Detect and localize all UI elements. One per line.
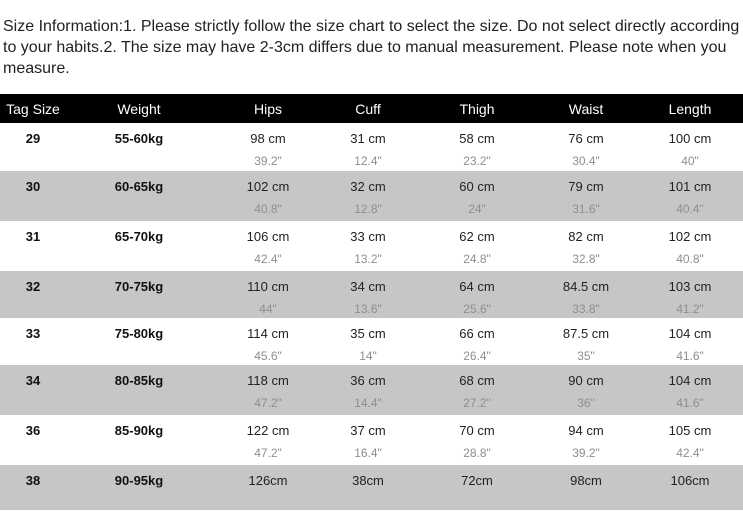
- waist-cm-cell: 94 cm: [568, 423, 604, 438]
- weight-cell: 80-85kg: [114, 373, 164, 388]
- waist-inch-cell: 36": [577, 396, 595, 410]
- length-inch-cell: 40": [681, 154, 699, 168]
- length-cm-cell: 106cm: [670, 473, 710, 488]
- size-information-text: Size Information:1. Please strictly follow the size chart to select the size. Do not select directly according to your habits.2. The size may have 2-3cm differs due to manual measurement. Please note when you measure.: [3, 18, 740, 77]
- length-cm-cell: 103 cm: [668, 279, 712, 294]
- thigh-inch-cell: 24.8": [463, 252, 491, 266]
- weight-cell: 60-65kg: [114, 179, 164, 194]
- thigh-inch-cell: 23.2": [463, 154, 491, 168]
- length-cm-cell: 104 cm: [668, 326, 712, 341]
- header-waist: Waist: [568, 101, 604, 117]
- cuff-cm-cell: 37 cm: [350, 423, 386, 438]
- waist-inch-cell: 35": [577, 349, 595, 363]
- table-row: [0, 123, 743, 171]
- table-row: [0, 318, 743, 365]
- thigh-cm-cell: 60 cm: [459, 179, 495, 194]
- length-cm-cell: 100 cm: [668, 131, 712, 146]
- cuff-inch-cell: 13.2": [354, 252, 382, 266]
- cuff-cm-cell: 33 cm: [350, 229, 386, 244]
- length-inch-cell: 41.6": [676, 396, 704, 410]
- length-inch-cell: 41.2": [676, 302, 704, 316]
- cuff-inch-cell: 14.4": [354, 396, 382, 410]
- hips-cm-cell: 114 cm: [247, 326, 289, 341]
- waist-cm-cell: 90 cm: [568, 373, 604, 388]
- header-weight: Weight: [117, 101, 161, 117]
- hips-cm-cell: 106 cm: [246, 229, 290, 244]
- waist-cm-cell: 79 cm: [568, 179, 604, 194]
- thigh-cm-cell: 64 cm: [459, 279, 495, 294]
- length-inch-cell: 40.4": [676, 202, 704, 216]
- weight-cell: 85-90kg: [114, 423, 164, 438]
- length-cm-cell: 101 cm: [668, 179, 712, 194]
- weight-cell: 90-95kg: [114, 473, 164, 488]
- waist-cm-cell: 84.5 cm: [562, 279, 610, 294]
- cuff-inch-cell: 13.6": [354, 302, 382, 316]
- waist-inch-cell: 39.2": [572, 446, 600, 460]
- hips-inch-cell: 44": [259, 302, 277, 316]
- table-row: [0, 271, 743, 318]
- hips-cm-cell: 118 cm: [247, 373, 289, 388]
- table-row: [0, 171, 743, 221]
- waist-cm-cell: 87.5 cm: [562, 326, 610, 341]
- hips-cm-cell: 126cm: [248, 473, 288, 488]
- hips-inch-cell: 40.8": [254, 202, 282, 216]
- thigh-inch-cell: 26.4": [463, 349, 491, 363]
- thigh-cm-cell: 68 cm: [459, 373, 495, 388]
- cuff-cm-cell: 36 cm: [350, 373, 386, 388]
- table-row: [0, 365, 743, 415]
- thigh-inch-cell: 24": [468, 202, 486, 216]
- tag-size-cell: 32: [25, 279, 41, 294]
- waist-inch-cell: 32.8": [572, 252, 600, 266]
- table-row: [0, 465, 743, 510]
- length-cm-cell: 105 cm: [668, 423, 712, 438]
- thigh-inch-cell: 25.6": [463, 302, 491, 316]
- waist-cm-cell: 76 cm: [568, 131, 604, 146]
- hips-cm-cell: 102 cm: [246, 179, 290, 194]
- tag-size-cell: 38: [25, 473, 41, 488]
- length-inch-cell: 42.4": [676, 446, 704, 460]
- header-tag-size: Tag Size: [6, 101, 60, 117]
- header-cuff: Cuff: [355, 101, 381, 117]
- thigh-cm-cell: 70 cm: [459, 423, 495, 438]
- length-cm-cell: 104 cm: [668, 373, 712, 388]
- table-header: [0, 94, 743, 123]
- thigh-inch-cell: 27.2": [463, 396, 491, 410]
- tag-size-cell: 34: [25, 373, 41, 388]
- table-body: [0, 123, 743, 510]
- hips-inch-cell: 45.6": [254, 349, 282, 363]
- hips-inch-cell: 42.4": [254, 252, 282, 266]
- table-row: [0, 415, 743, 465]
- waist-inch-cell: 30.4": [572, 154, 600, 168]
- thigh-inch-cell: 28.8": [463, 446, 491, 460]
- cuff-cm-cell: 35 cm: [350, 326, 386, 341]
- hips-inch-cell: 47.2": [254, 446, 282, 460]
- cuff-inch-cell: 14": [359, 349, 377, 363]
- thigh-cm-cell: 62 cm: [459, 229, 495, 244]
- cuff-inch-cell: 12.8": [354, 202, 382, 216]
- waist-cm-cell: 82 cm: [568, 229, 604, 244]
- weight-cell: 75-80kg: [114, 326, 164, 341]
- cuff-cm-cell: 34 cm: [350, 279, 386, 294]
- table-row: [0, 221, 743, 271]
- header-hips: Hips: [253, 101, 282, 117]
- hips-inch-cell: 39.2": [254, 154, 282, 168]
- cuff-inch-cell: 16.4": [354, 446, 382, 460]
- thigh-cm-cell: 66 cm: [459, 326, 495, 341]
- tag-size-cell: 30: [25, 179, 41, 194]
- cuff-cm-cell: 32 cm: [350, 179, 386, 194]
- length-inch-cell: 41.6": [676, 349, 704, 363]
- tag-size-cell: 36: [25, 423, 41, 438]
- weight-cell: 55-60kg: [114, 131, 164, 146]
- waist-inch-cell: 33.8": [572, 302, 600, 316]
- hips-cm-cell: 110 cm: [247, 279, 289, 294]
- header-length: Length: [668, 101, 712, 117]
- cuff-inch-cell: 12.4": [354, 154, 382, 168]
- thigh-cm-cell: 58 cm: [459, 131, 495, 146]
- hips-inch-cell: 47.2": [254, 396, 282, 410]
- tag-size-cell: 31: [25, 229, 41, 244]
- waist-inch-cell: 31.6": [572, 202, 600, 216]
- header-thigh: Thigh: [459, 101, 495, 117]
- waist-cm-cell: 98cm: [570, 473, 602, 488]
- size-chart-table: [0, 94, 743, 510]
- hips-cm-cell: 122 cm: [246, 423, 290, 438]
- thigh-cm-cell: 72cm: [461, 473, 493, 488]
- weight-cell: 65-70kg: [114, 229, 164, 244]
- length-inch-cell: 40.8": [676, 252, 704, 266]
- length-cm-cell: 102 cm: [668, 229, 712, 244]
- tag-size-cell: 33: [25, 326, 41, 341]
- tag-size-cell: 29: [25, 131, 41, 146]
- hips-cm-cell: 98 cm: [250, 131, 286, 146]
- weight-cell: 70-75kg: [114, 279, 164, 294]
- cuff-cm-cell: 31 cm: [350, 131, 386, 146]
- cuff-cm-cell: 38cm: [352, 473, 384, 488]
